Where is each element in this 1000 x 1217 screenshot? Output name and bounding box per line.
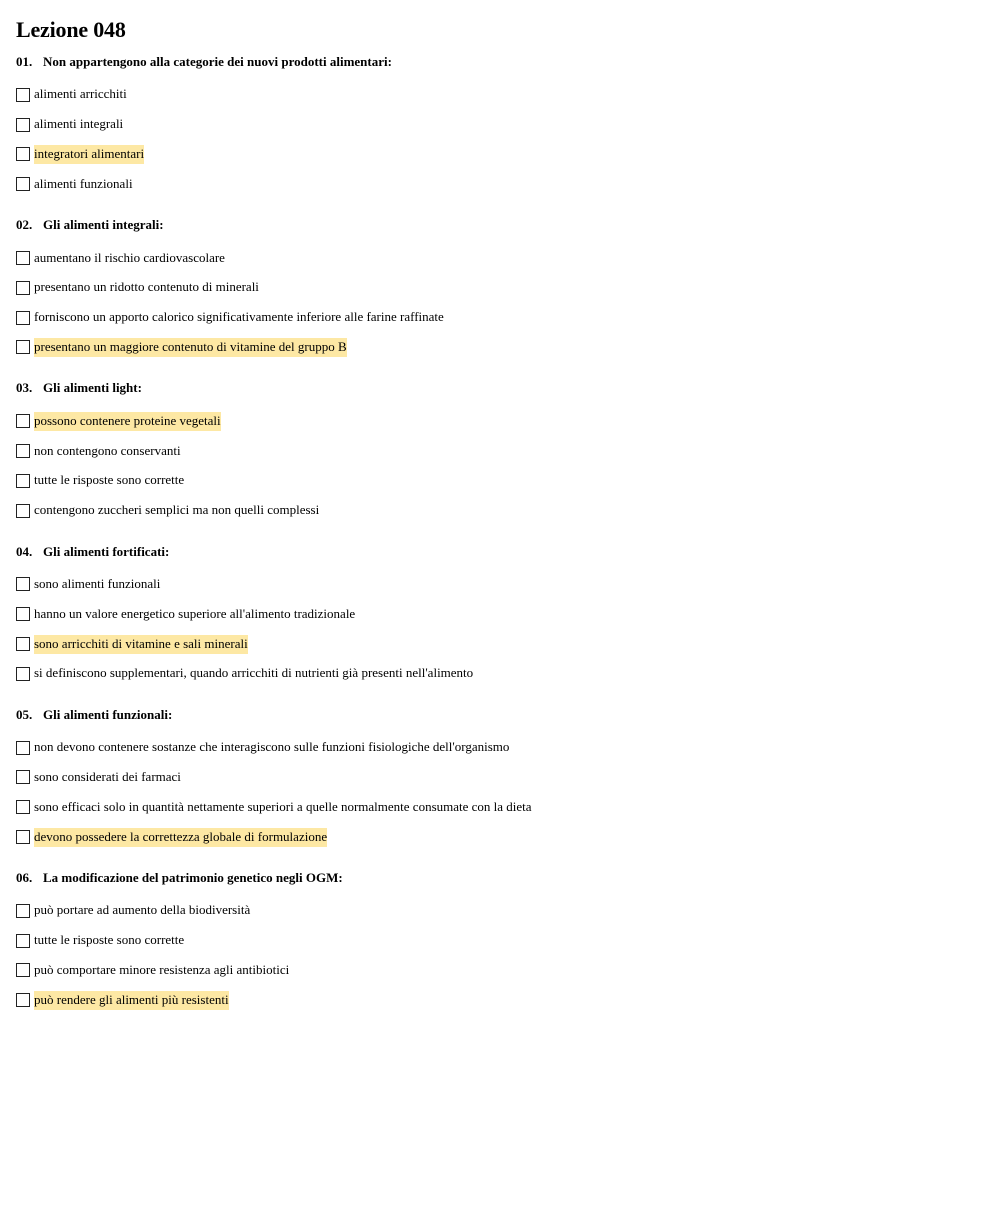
checkbox[interactable] (16, 281, 30, 295)
checkbox[interactable] (16, 577, 30, 591)
checkbox[interactable] (16, 904, 30, 918)
answer-text: non devono contenere sostanze che interagiscono sulle funzioni fisiologiche dell'organismo (34, 739, 510, 755)
question-number: 02. (16, 217, 33, 233)
answer-text: si definiscono supplementari, quando arricchiti di nutrienti già presenti nell'alimento (34, 665, 474, 681)
answer-option[interactable] (16, 659, 984, 689)
question-number: 01. (16, 54, 33, 69)
answer-text: aumentano il rischio cardiovascolare (34, 249, 225, 265)
question-text: Gli alimenti integrali: (43, 217, 164, 233)
answer-text: sono efficaci solo in quantità nettamente superiori a quelle normalmente consumate con la dieta (34, 798, 532, 814)
answer-option[interactable] (16, 466, 984, 496)
question-text: Non appartengono alla categorie dei nuovi prodotti alimentari: (43, 54, 392, 69)
answer-option[interactable] (16, 792, 984, 822)
question-number: 05. (16, 706, 33, 722)
answer-option[interactable] (16, 169, 984, 199)
answer-option[interactable] (16, 243, 984, 273)
answer-option[interactable] (16, 436, 984, 466)
answer-option[interactable] (16, 733, 984, 763)
checkbox[interactable] (16, 444, 30, 458)
answer-option[interactable] (16, 333, 984, 363)
answer-text: contengono zuccheri semplici ma non quelli complessi (34, 502, 320, 518)
answer-text: può rendere gli alimenti più resistenti (34, 991, 229, 1010)
checkbox[interactable] (16, 770, 30, 784)
answer-option[interactable] (16, 110, 984, 140)
answer-text: forniscono un apporto calorico significativamente inferiore alle farine raffinate (34, 309, 444, 325)
question-number: 03. (16, 380, 33, 396)
question-text: Gli alimenti funzionali: (43, 706, 173, 722)
question-text: Gli alimenti fortificati: (43, 543, 170, 559)
checkbox[interactable] (16, 251, 30, 265)
answer-text: presentano un ridotto contenuto di minerali (34, 279, 259, 295)
question-list (16, 53, 984, 1032)
checkbox[interactable] (16, 741, 30, 755)
checkbox[interactable] (16, 667, 30, 681)
checkbox[interactable] (16, 934, 30, 948)
question (16, 53, 984, 199)
answer-text: alimenti funzionali (34, 175, 133, 191)
question-text: Gli alimenti light: (43, 380, 142, 396)
question-number: 04. (16, 543, 33, 559)
checkbox[interactable] (16, 118, 30, 132)
question-heading (16, 706, 984, 724)
checkbox[interactable] (16, 830, 30, 844)
checkbox[interactable] (16, 414, 30, 428)
answer-option[interactable] (16, 273, 984, 303)
answer-text: hanno un valore energetico superiore all'alimento tradizionale (34, 605, 356, 621)
answer-option[interactable] (16, 406, 984, 436)
answer-text: possono contenere proteine vegetali (34, 412, 221, 431)
checkbox[interactable] (16, 993, 30, 1007)
answer-option[interactable] (16, 896, 984, 926)
question (16, 379, 984, 525)
checkbox[interactable] (16, 177, 30, 191)
answer-option[interactable] (16, 956, 984, 986)
checkbox[interactable] (16, 147, 30, 161)
question-heading (16, 869, 984, 887)
answer-option[interactable] (16, 140, 984, 170)
question (16, 706, 984, 852)
question (16, 216, 984, 362)
question-text: La modificazione del patrimonio genetico negli OGM: (43, 869, 343, 885)
checkbox[interactable] (16, 637, 30, 651)
checkbox[interactable] (16, 474, 30, 488)
checkbox[interactable] (16, 88, 30, 102)
answer-text: può comportare minore resistenza agli antibiotici (34, 961, 290, 977)
answer-text: sono arricchiti di vitamine e sali minerali (34, 635, 248, 654)
answer-option[interactable] (16, 496, 984, 526)
question-heading (16, 216, 984, 234)
page-title: Lezione 048 (16, 17, 126, 42)
answer-option[interactable] (16, 763, 984, 793)
answer-text: non contengono conservanti (34, 442, 181, 458)
answer-text: presentano un maggiore contenuto di vitamine del gruppo B (34, 338, 347, 357)
checkbox[interactable] (16, 504, 30, 518)
answer-option[interactable] (16, 570, 984, 600)
checkbox[interactable] (16, 607, 30, 621)
question-heading (16, 379, 984, 397)
question (16, 543, 984, 689)
answer-text: tutte le risposte sono corrette (34, 932, 185, 948)
checkbox[interactable] (16, 963, 30, 977)
answer-text: alimenti arricchiti (34, 86, 127, 102)
checkbox[interactable] (16, 311, 30, 325)
question-heading (16, 53, 984, 71)
question-number: 06. (16, 869, 33, 885)
answer-text: sono considerati dei farmaci (34, 768, 181, 784)
answer-option[interactable] (16, 985, 984, 1015)
answer-option[interactable] (16, 303, 984, 333)
answer-option[interactable] (16, 926, 984, 956)
answer-option[interactable] (16, 629, 984, 659)
question (16, 869, 984, 1015)
answer-text: alimenti integrali (34, 116, 124, 132)
answer-text: tutte le risposte sono corrette (34, 472, 185, 488)
checkbox[interactable] (16, 800, 30, 814)
answer-option[interactable] (16, 80, 984, 110)
answer-text: devono possedere la correttezza globale di formulazione (34, 828, 327, 847)
answer-text: sono alimenti funzionali (34, 575, 161, 591)
question-heading (16, 543, 984, 561)
checkbox[interactable] (16, 340, 30, 354)
answer-option[interactable] (16, 599, 984, 629)
answer-text: può portare ad aumento della biodiversità (34, 902, 251, 918)
answer-text: integratori alimentari (34, 145, 144, 164)
answer-option[interactable] (16, 822, 984, 852)
